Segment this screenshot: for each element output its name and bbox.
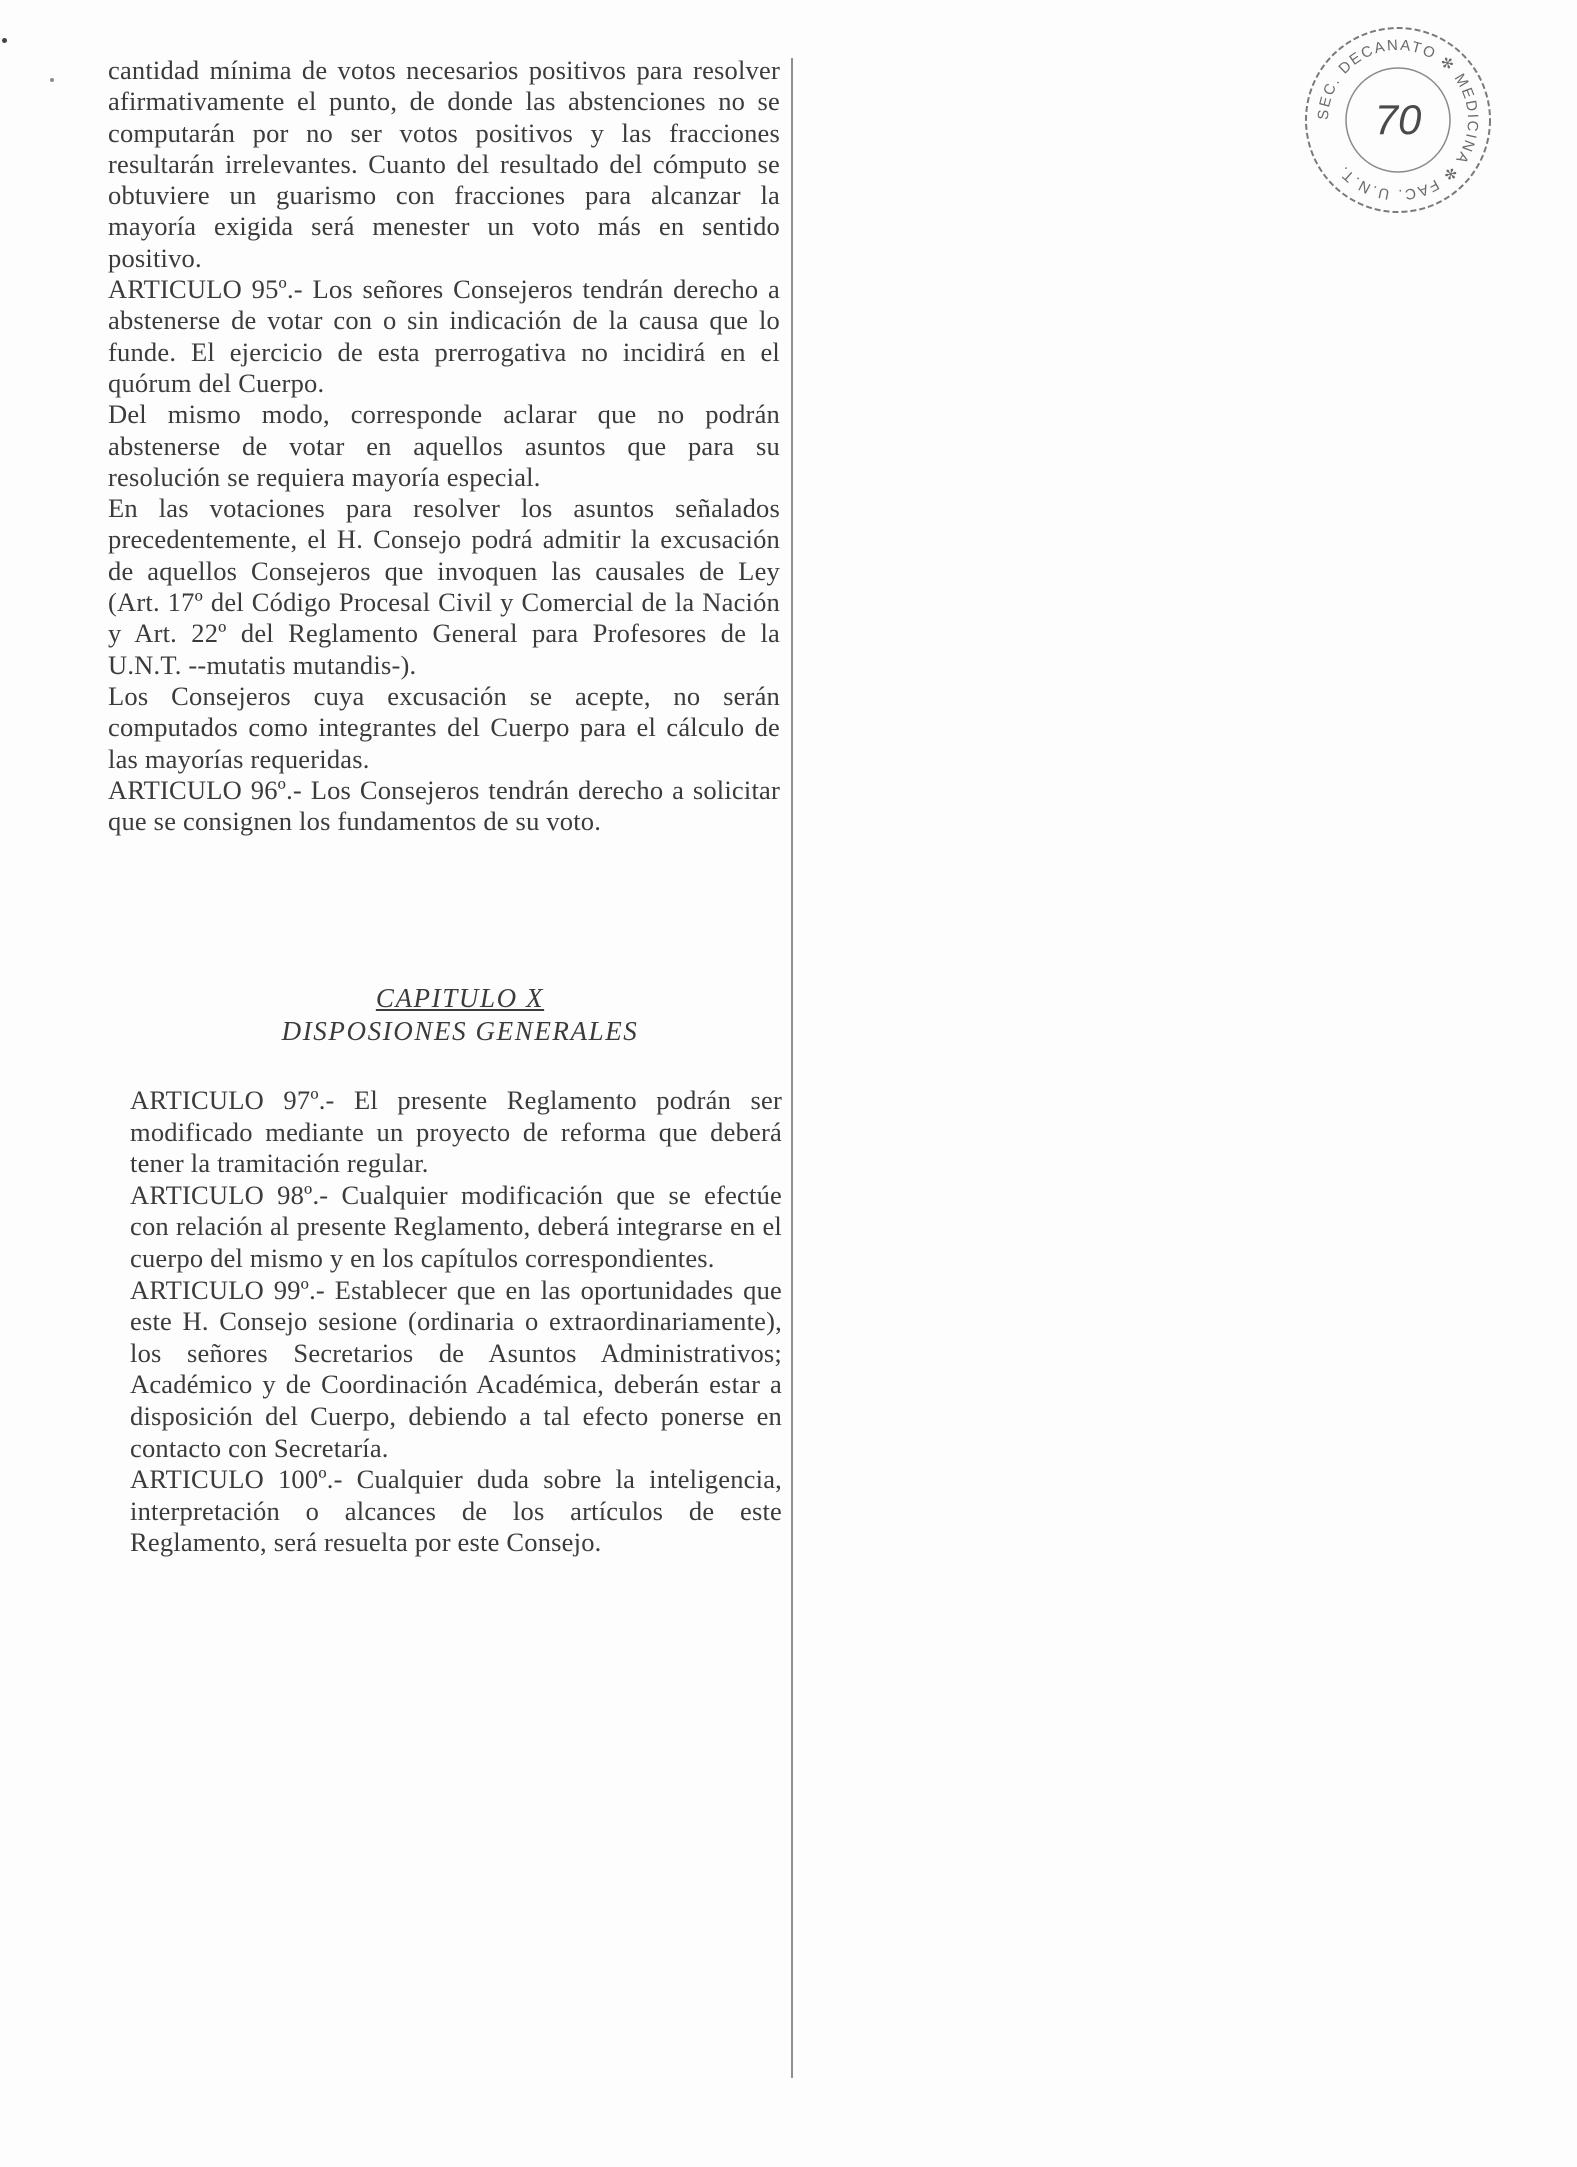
chapter-title: DISPOSIONES GENERALES (281, 1016, 639, 1046)
lower-text-block (130, 1085, 782, 1559)
chapter-heading (250, 982, 670, 1048)
upper-text-block (108, 55, 780, 837)
scan-speck (50, 78, 54, 82)
paragraph-excused-members: Los Consejeros cuya excusación se acepte, no serán computados como integrantes del Cuerpo para el cálculo de las mayorías requeridas. (108, 680, 780, 774)
article-98: ARTICULO 98º.- Cualquier modificación que se efectúe con relación al presente Reglamento, deberá integrarse en el cuerpo del mismo y en los capítulos correspondientes. (130, 1179, 782, 1273)
paragraph-excusation: En las votaciones para resolver los asuntos señalados precedentemente, el H. Consejo podrá admitir la excusación de aquellos Consejeros que invoquen las causales de Ley (Art. 17º del Código Procesal Civil y Comercial de la Nación y Art. 22º del Reglamento General para Profesores de la U.N.T. --mutatis mutandis-). (108, 493, 780, 680)
official-stamp (1300, 22, 1496, 218)
scan-speck (2, 38, 7, 43)
column-divider-line (791, 58, 793, 2078)
stamp-folio-number: 70 (1374, 96, 1422, 143)
chapter-number: CAPITULO X (375, 983, 545, 1013)
article-100: ARTICULO 100º.- Cualquier duda sobre la inteligencia, interpretación o alcances de los artículos de este Reglamento, será resuelta por este Consejo. (130, 1464, 782, 1558)
paragraph-continuation: cantidad mínima de votos necesarios positivos para resolver afirmativamente el punto, de donde las abstenciones no se computarán por no ser votos positivos y las fracciones resultarán irrelevantes. Cuanto del resultado del cómputo se obtuviere un guarismo con fracciones para alcanzar la mayoría exigida será menester un voto más en sentido positivo. (108, 55, 780, 273)
paragraph-abstention: Del mismo modo, corresponde aclarar que no podrán abstenerse de votar en aquellos asuntos que para su resolución se requiera mayoría especial. (108, 399, 780, 492)
article-95: ARTICULO 95º.- Los señores Consejeros tendrán derecho a abstenerse de votar con o sin indicación de la causa que lo funde. El ejercicio de esta prerrogativa no incidirá en el quórum del Cuerpo. (108, 274, 780, 398)
stamp-ring-textpath: SEC. DECANATO ✻ MEDICINA ✻ FAC. U.N.T. (1314, 36, 1482, 204)
article-97: ARTICULO 97º.- El presente Reglamento podrán ser modificado mediante un proyecto de reforma que deberá tener la tramitación regular. (130, 1085, 782, 1179)
article-96: ARTICULO 96º.- Los Consejeros tendrán derecho a solicitar que se consignen los fundamentos de su voto. (108, 774, 780, 837)
article-99: ARTICULO 99º.- Establecer que en las oportunidades que este H. Consejo sesione (ordinaria o extraordinariamente), los señores Secretarios de Asuntos Administrativos; Académico y de Coordinación Académica, deberán estar a disposición del Cuerpo, debiendo a tal efecto ponerse en contacto con Secretaría. (130, 1274, 782, 1463)
